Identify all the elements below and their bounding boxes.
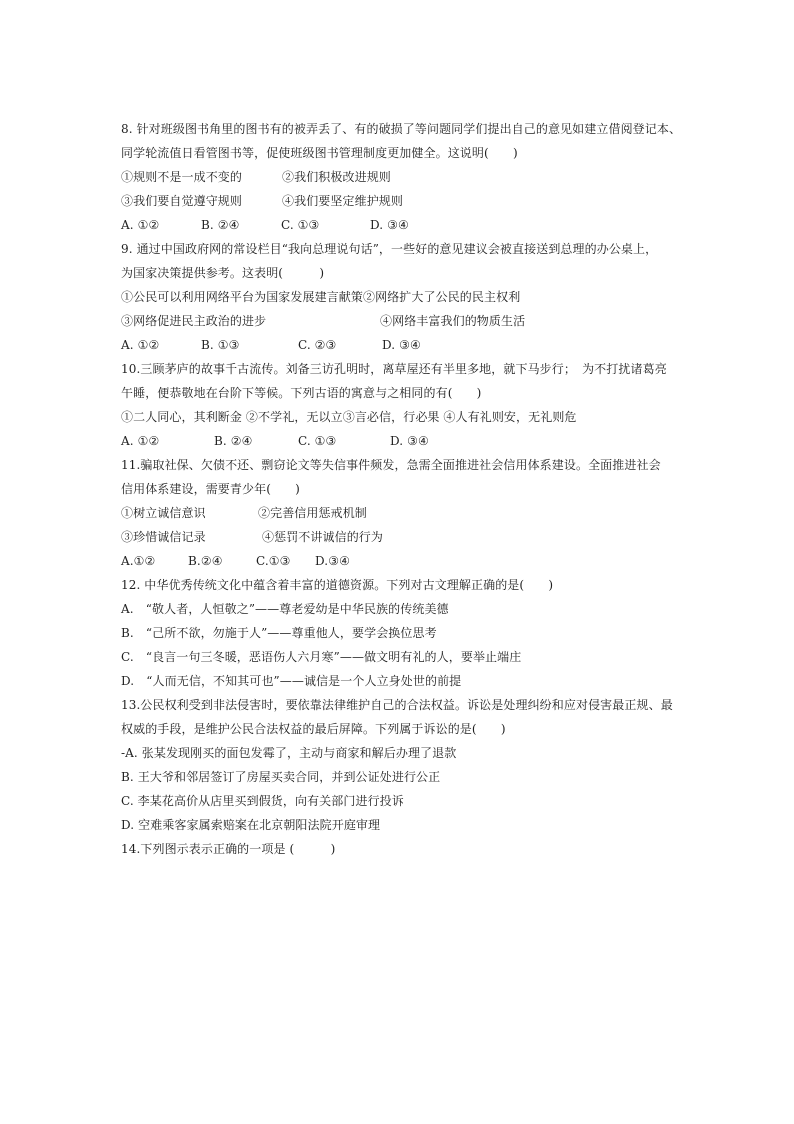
- q8-option-2: ②我们积极改进规则: [282, 170, 391, 184]
- q13-stem-line1: 13.公民权利受到非法侵害时，要依靠法律维护自己的合法权益。诉讼是处理纠纷和应对侵害最正规、最: [121, 698, 673, 712]
- q14-stem: 14.下列图示表示正确的一项是 ( ): [121, 842, 336, 856]
- q11-option-2: ②完善信用惩戒机制: [258, 506, 367, 520]
- q11-option-1: ①树立诚信意识: [121, 506, 206, 520]
- q9-option-4: ④网络丰富我们的物质生活: [380, 314, 526, 328]
- q9-stem-line2: 为国家决策提供参考。这表明( ): [121, 266, 325, 280]
- q12-option-a: A. “敬人者，人恒敬之”——尊老爱幼是中华民族的传统美德: [121, 602, 449, 616]
- q8-choice-c: C. ①③: [281, 218, 320, 232]
- q8-stem-line2: 同学轮流值日看管图书等，促使班级图书管理制度更加健全。这说明( ): [121, 146, 518, 160]
- q11-choice-b: B.②④: [188, 554, 223, 568]
- q11-option-4: ④惩罚不讲诚信的行为: [262, 530, 384, 544]
- q8-choice-b: B. ②④: [201, 218, 240, 232]
- q13-option-d: D. 空难乘客家属索赔案在北京朝阳法院开庭审理: [121, 818, 381, 832]
- q10-choice-d: D. ③④: [390, 434, 429, 448]
- q8-option-3: ③我们要自觉遵守规则: [121, 194, 243, 208]
- q12-option-c: C. “良言一句三冬暖，恶语伤人六月寒”——做文明有礼的人，要举止端庄: [121, 650, 522, 664]
- q9-choice-a: A. ①②: [121, 338, 160, 352]
- q9-choice-c: C. ②③: [298, 338, 337, 352]
- q10-options: ①二人同心，其利断金 ②不学礼，无以立③言必信，行必果 ④人有礼则安，无礼则危: [121, 410, 577, 424]
- q10-choice-a: A. ①②: [121, 434, 160, 448]
- q13-option-a: -A. 张某发现刚买的面包发霉了，主动与商家和解后办理了退款: [121, 746, 457, 760]
- q9-choice-d: D. ③④: [382, 338, 421, 352]
- q12-option-d: D. “人而无信，不知其可也”——诚信是一个人立身处世的前提: [121, 674, 462, 688]
- q11-option-3: ③珍惜诚信记录: [121, 530, 206, 544]
- q11-choice-d: D.③④: [315, 554, 350, 568]
- q9-option-1-2: ①公民可以利用网络平台为国家发展建言献策②网络扩大了公民的民主权利: [121, 290, 521, 304]
- q13-option-b: B. 王大爷和邻居签订了房屋买卖合同，并到公证处进行公正: [121, 770, 441, 784]
- q11-choice-a: A.①②: [121, 554, 156, 568]
- q10-choice-c: C. ①③: [298, 434, 337, 448]
- q10-stem-line2: 午睡，便恭敬地在台阶下等候。下列古语的寓意与之相同的有( ): [121, 386, 482, 400]
- q13-stem-line2: 权威的手段，是维护公民合法权益的最后屏障。下列属于诉讼的是( ): [121, 722, 506, 736]
- q11-stem-line2: 信用体系建设，需要青少年( ): [121, 482, 300, 496]
- q9-stem-line1: 9. 通过中国政府网的常设栏目“我向总理说句话”，一些好的意见建议会被直接送到总理的办公桌上，: [121, 242, 658, 256]
- q9-choice-b: B. ①③: [201, 338, 240, 352]
- q12-stem: 12. 中华优秀传统文化中蕴含着丰富的道德资源。下列对古文理解正确的是( ): [121, 578, 554, 592]
- q8-option-1: ①规则不是一成不变的: [121, 170, 243, 184]
- q12-option-b: B. “己所不欲，勿施于人”——尊重他人，要学会换位思考: [121, 626, 437, 640]
- q9-option-3: ③网络促进民主政治的进步: [121, 314, 267, 328]
- q10-choice-b: B. ②④: [214, 434, 253, 448]
- q10-stem-line1: 10.三顾茅庐的故事千古流传。刘备三访孔明时，离草屋还有半里多地，就下马步行； 为不打扰诸葛亮: [121, 362, 667, 376]
- q8-option-4: ④我们要坚定维护规则: [282, 194, 404, 208]
- q11-stem-line1: 11.骗取社保、欠债不还、剽窃论文等失信事件频发，急需全面推进社会信用体系建设。全面推进社会: [121, 458, 661, 472]
- q13-option-c: C. 李某花高价从店里买到假货，向有关部门进行投诉: [121, 794, 404, 808]
- q11-choice-c: C.①③: [256, 554, 291, 568]
- q8-choice-d: D. ③④: [370, 218, 409, 232]
- q8-choice-a: A. ①②: [121, 218, 160, 232]
- q8-stem-line1: 8. 针对班级图书角里的图书有的被弄丢了、有的破损了等问题同学们提出自己的意见如建立借阅登记本、: [121, 122, 682, 136]
